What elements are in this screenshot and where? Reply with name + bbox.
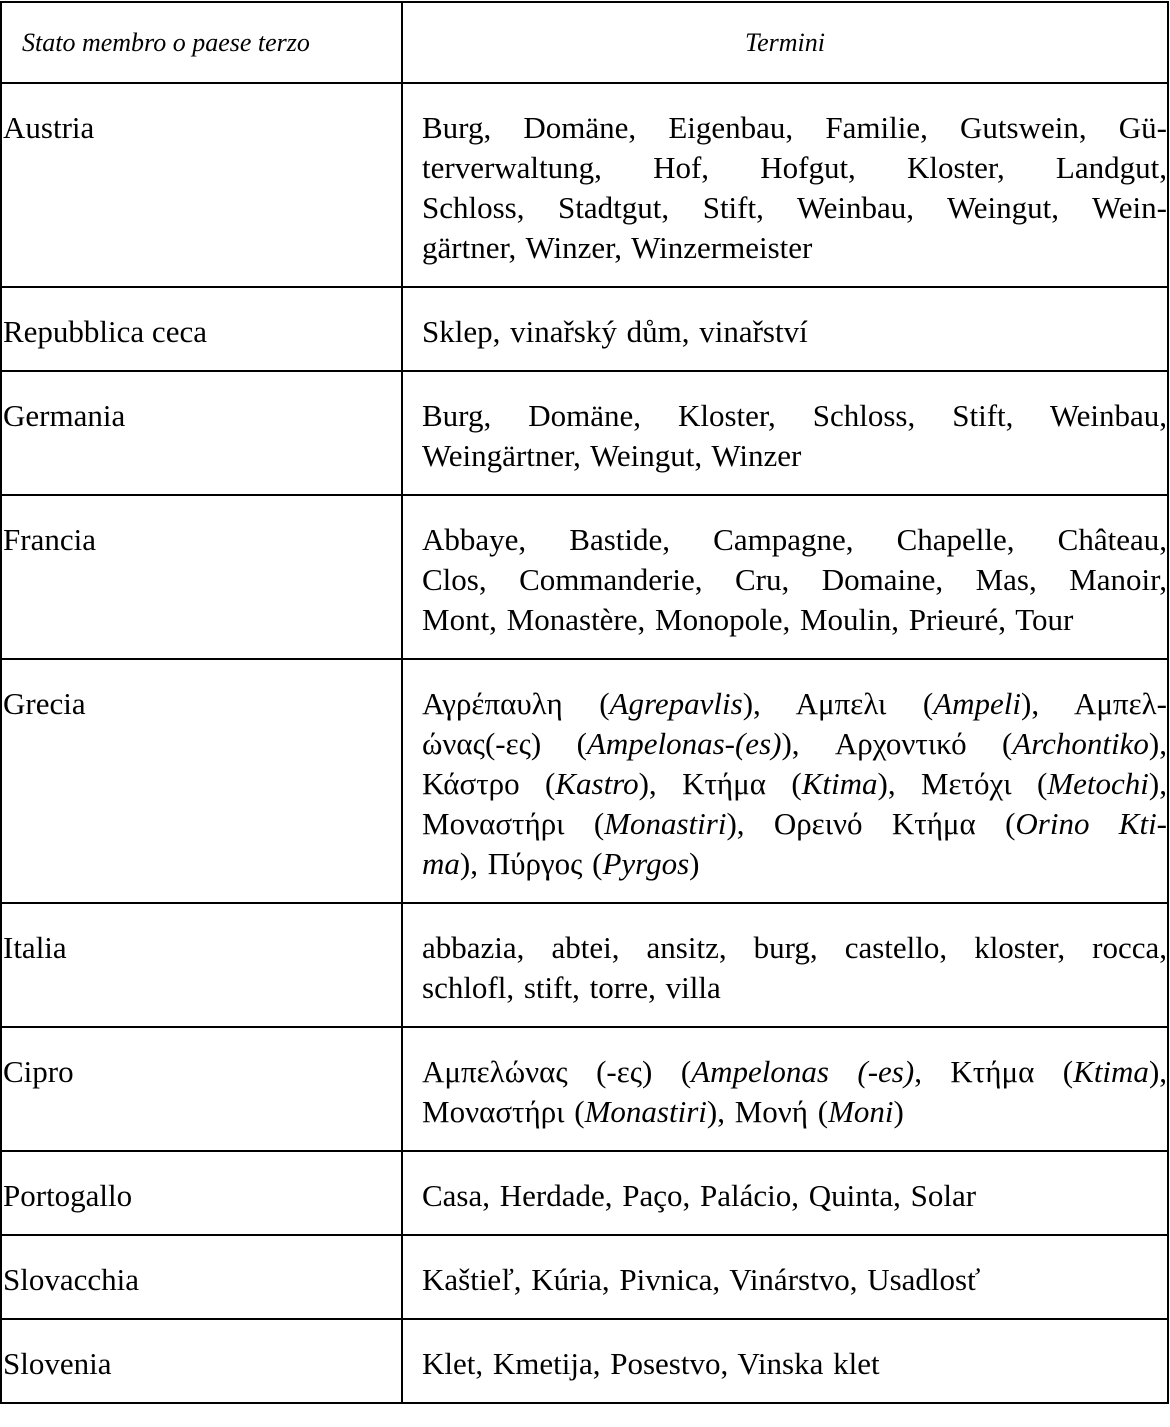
country-cell: Portogallo xyxy=(1,1151,402,1235)
transliteration-text: Monastiri xyxy=(604,806,727,841)
transliteration-text: Ampelonas (-es) xyxy=(691,1054,915,1089)
country-cell: Germania xyxy=(1,371,402,495)
country-cell: Slovacchia xyxy=(1,1235,402,1319)
term-text: Schloss, Stadtgut, Stift, Weinbau, Weingut, Wein- xyxy=(422,190,1167,225)
terms-cell xyxy=(402,903,1168,1027)
term-text: ), xyxy=(1148,1054,1168,1089)
table-row xyxy=(1,1027,1168,1151)
terms-table xyxy=(0,1,1169,1404)
term-text: gärtner, Winzer, Winzermeister xyxy=(422,230,813,265)
terms-cell xyxy=(402,659,1168,903)
country-cell: Austria xyxy=(1,83,402,287)
terms-line xyxy=(422,844,1167,884)
header-terms: Termini xyxy=(402,2,1168,83)
terms-line xyxy=(422,396,1167,436)
terms-cell xyxy=(402,495,1168,659)
terms-line xyxy=(422,724,1167,764)
term-text: ), Κτήμα ( xyxy=(638,766,802,801)
country-cell: Italia xyxy=(1,903,402,1027)
country-cell: Cipro xyxy=(1,1027,402,1151)
terms-line xyxy=(422,188,1167,228)
term-text: ), Ορεινό Κτήμα ( xyxy=(726,806,1016,841)
term-text: , Κτήμα ( xyxy=(914,1054,1074,1089)
terms-line xyxy=(422,1260,1167,1300)
table-row xyxy=(1,659,1168,903)
term-text: terverwaltung, Hof, Hofgut, Kloster, Landgut, xyxy=(422,150,1167,185)
terms-line xyxy=(422,804,1167,844)
term-text: Burg, Domäne, Kloster, Schloss, Stift, Weinbau, xyxy=(422,398,1167,433)
terms-cell xyxy=(402,1235,1168,1319)
term-text: Clos, Commanderie, Cru, Domaine, Mas, Manoir, xyxy=(422,562,1167,597)
term-text: Weingärtner, Weingut, Winzer xyxy=(422,438,802,473)
terms-line xyxy=(422,600,1167,640)
terms-line xyxy=(422,1344,1167,1384)
terms-line xyxy=(422,436,1167,476)
transliteration-text: Pyrgos xyxy=(602,846,690,881)
term-text: Αγρέπαυλη ( xyxy=(422,686,610,721)
term-text: ), Μετόχι ( xyxy=(877,766,1048,801)
transliteration-text: ma xyxy=(422,846,460,881)
terms-cell xyxy=(402,287,1168,371)
table-row xyxy=(1,495,1168,659)
table-row xyxy=(1,371,1168,495)
country-cell: Slovenia xyxy=(1,1319,402,1403)
terms-line xyxy=(422,1052,1167,1092)
transliteration-text: Metochi xyxy=(1047,766,1149,801)
term-text: ), xyxy=(1148,766,1167,801)
transliteration-text: Ampeli xyxy=(933,686,1022,721)
terms-cell xyxy=(402,1319,1168,1403)
term-text: ) xyxy=(893,1094,904,1129)
term-text: ), xyxy=(1148,726,1167,761)
transliteration-text: Monastiri xyxy=(584,1094,707,1129)
terms-cell xyxy=(402,1151,1168,1235)
term-text: ), Αμπελ- xyxy=(1021,686,1167,721)
table-row xyxy=(1,287,1168,371)
terms-cell xyxy=(402,83,1168,287)
transliteration-text: Agrepavlis xyxy=(609,686,743,721)
terms-line xyxy=(422,684,1167,724)
table-row xyxy=(1,903,1168,1027)
term-text: ), Πύργος ( xyxy=(459,846,603,881)
table-body xyxy=(1,83,1168,1403)
term-text: Sklep, vinařský dům, vinařství xyxy=(422,314,808,349)
term-text: Klet, Kmetija, Posestvo, Vinska klet xyxy=(422,1346,880,1381)
table-header-row xyxy=(1,2,1168,83)
term-text: Kaštieľ, Kúria, Pivnica, Vinárstvo, Usadlosť xyxy=(422,1262,981,1297)
terms-line xyxy=(422,928,1167,968)
term-text: Mont, Monastère, Monopole, Moulin, Prieuré, Tour xyxy=(422,602,1074,637)
terms-line xyxy=(422,228,1167,268)
term-text: abbazia, abtei, ansitz, burg, castello, kloster, rocca, xyxy=(422,930,1167,965)
table-row xyxy=(1,1151,1168,1235)
term-text: ώνας(-ες) ( xyxy=(422,726,587,761)
terms-line xyxy=(422,560,1167,600)
term-text: Μοναστήρι ( xyxy=(422,806,605,841)
term-text: Casa, Herdade, Paço, Palácio, Quinta, Solar xyxy=(422,1178,977,1213)
terms-line xyxy=(422,1176,1167,1216)
term-text: Μοναστήρι ( xyxy=(422,1094,585,1129)
transliteration-text: Archontiko xyxy=(1012,726,1149,761)
term-text: schlofl, stift, torre, villa xyxy=(422,970,721,1005)
country-cell: Francia xyxy=(1,495,402,659)
terms-line xyxy=(422,520,1167,560)
terms-line xyxy=(422,1092,1167,1132)
terms-line xyxy=(422,968,1167,1008)
table-row xyxy=(1,1235,1168,1319)
term-text: Αμπελώνας (-ες) ( xyxy=(422,1054,692,1089)
transliteration-text: Ktima xyxy=(1073,1054,1149,1089)
table-row xyxy=(1,1319,1168,1403)
terms-line xyxy=(422,312,1167,352)
country-cell: Grecia xyxy=(1,659,402,903)
table-row xyxy=(1,83,1168,287)
term-text: ), Αμπελι ( xyxy=(742,686,934,721)
term-text: Κάστρο ( xyxy=(422,766,556,801)
term-text: ) xyxy=(689,846,700,881)
transliteration-text: Ampelonas-(es) xyxy=(586,726,782,761)
term-text: Abbaye, Bastide, Campagne, Chapelle, Château, xyxy=(422,522,1167,557)
transliteration-text: Orino Kti- xyxy=(1015,806,1167,841)
term-text: Burg, Domäne, Eigenbau, Familie, Gutswein, Gü- xyxy=(422,110,1167,145)
terms-line xyxy=(422,108,1167,148)
transliteration-text: Kastro xyxy=(555,766,639,801)
terms-cell xyxy=(402,1027,1168,1151)
terms-line xyxy=(422,148,1167,188)
terms-cell xyxy=(402,371,1168,495)
transliteration-text: Ktima xyxy=(801,766,878,801)
term-text: ), Αρχοντικό ( xyxy=(781,726,1013,761)
term-text: ), Μονή ( xyxy=(706,1094,829,1129)
header-country: Stato membro o paese terzo xyxy=(1,2,402,83)
terms-line xyxy=(422,764,1167,804)
transliteration-text: Moni xyxy=(828,1094,894,1129)
country-cell: Repubblica ceca xyxy=(1,287,402,371)
